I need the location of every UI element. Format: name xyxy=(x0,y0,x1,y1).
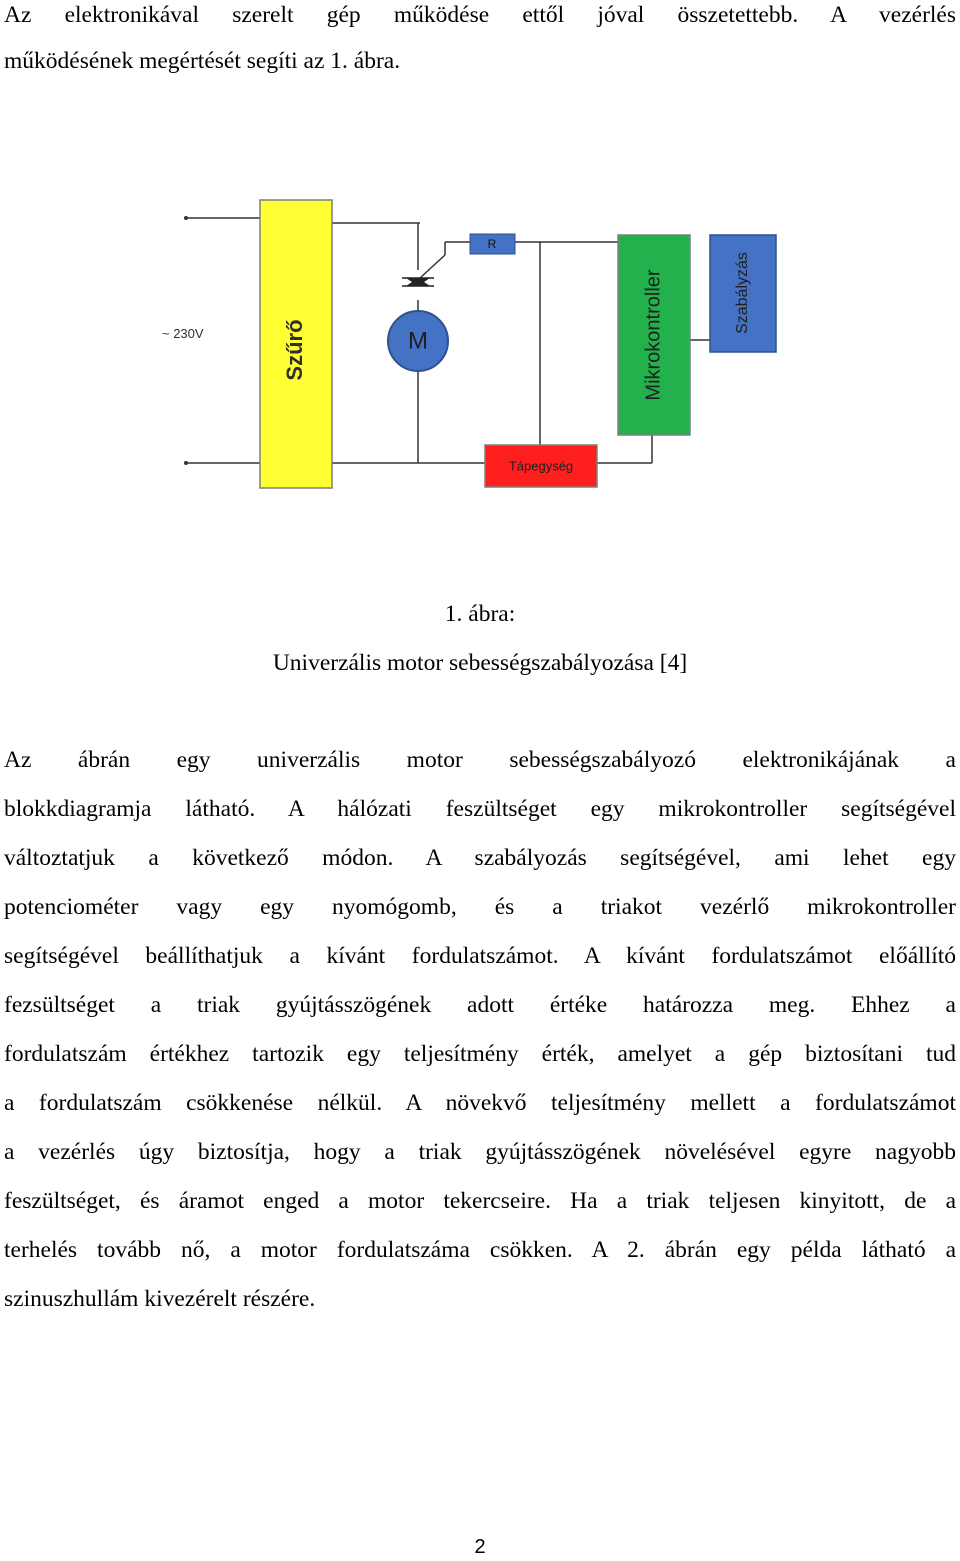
body-line: szinuszhullám kivezérelt részére. xyxy=(4,1286,316,1312)
body-line: terhelés tovább nő, a motor fordulatszáma csökken. A 2. ábrán egy példa látható a xyxy=(4,1237,956,1263)
body-line: potenciométer vagy egy nyomógomb, és a triakot vezérlő mikrokontroller xyxy=(4,894,956,920)
body-line: Az ábrán egy univerzális motor sebességszabályozó elektronikájának a xyxy=(4,747,956,773)
intro-line-1: Az elektronikával szerelt gép működése ettől jóval összetettebb. A vezérlés xyxy=(4,2,956,28)
input-terminal-top xyxy=(184,216,188,220)
input-terminal-bottom xyxy=(184,461,188,465)
page-number: 2 xyxy=(474,1536,486,1558)
regulation-label: Szabályzás xyxy=(734,252,752,334)
motor-label: M xyxy=(408,327,428,355)
figure-caption-title: Univerzális motor sebességszabályozása [4] xyxy=(272,650,688,676)
filter-label: Szűrő xyxy=(281,319,307,381)
resistor-label: R xyxy=(487,237,497,252)
block-diagram xyxy=(150,190,790,500)
microcontroller-label: Mikrokontroller xyxy=(642,269,665,401)
body-line: változtatjuk a következő módon. A szabályozás segítségével, ami lehet egy xyxy=(4,845,956,871)
intro-line-2: működésének megértését segíti az 1. ábra. xyxy=(4,48,401,74)
figure-caption-number: 1. ábra: xyxy=(444,601,516,627)
body-line: a fordulatszám csökkenése nélkül. A növekvő teljesítmény mellett a fordulatszámot xyxy=(4,1090,956,1116)
body-line: blokkdiagramja látható. A hálózati feszültséget egy mikrokontroller segítségével xyxy=(4,796,956,822)
body-line: feszültséget, és áramot enged a motor tekercseire. Ha a triak teljesen kinyitott, de a xyxy=(4,1188,956,1214)
body-line: fordulatszám értékhez tartozik egy teljesítmény érték, amelyet a gép biztosítani tud xyxy=(4,1041,956,1067)
triac-icon xyxy=(402,278,434,286)
body-line: a vezérlés úgy biztosítja, hogy a triak gyújtásszögének növelésével egyre nagyobb xyxy=(4,1139,956,1165)
body-line: fezsültséget a triak gyújtásszögének adott értéke határozza meg. Ehhez a xyxy=(4,992,956,1018)
power-supply-label: Tápegység xyxy=(508,458,574,474)
body-line: segítségével beállíthatjuk a kívánt fordulatszámot. A kívánt fordulatszámot előállító xyxy=(4,943,956,969)
voltage-label: ~ 230V xyxy=(162,326,204,341)
